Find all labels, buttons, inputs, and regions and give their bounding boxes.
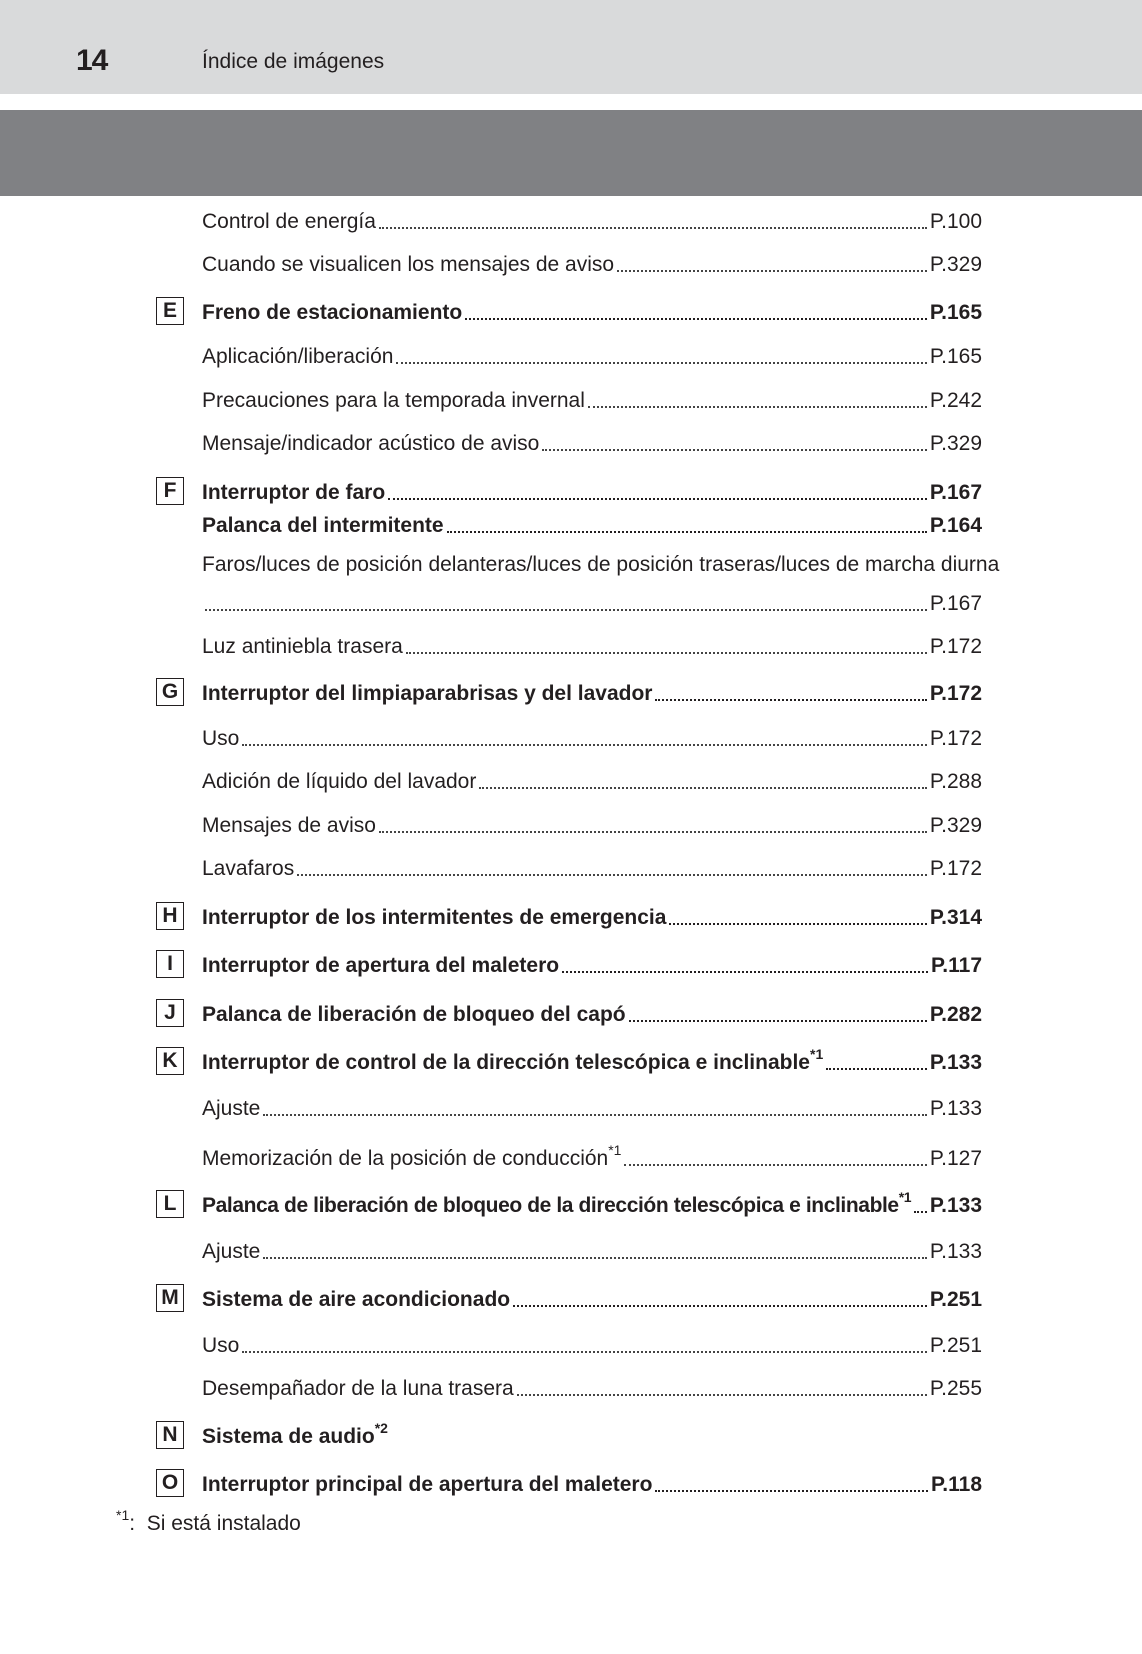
entry-label [202, 1142, 622, 1172]
leader-dots [263, 1257, 926, 1259]
leader-dots [914, 1211, 927, 1213]
entry-label: Aplicación/liberación [202, 345, 394, 368]
entry-page: P.282 [929, 1003, 982, 1026]
entry-label-text: Interruptor de control de la dirección telescópica e inclinable [202, 1051, 810, 1074]
entry-label: Control de energía [202, 210, 376, 233]
letter-badge: I [156, 950, 184, 978]
index-entry-main [202, 897, 982, 931]
entry-label: Ajuste [202, 1097, 261, 1120]
entry-page: P.118 [930, 1473, 982, 1496]
section-band [0, 110, 1142, 196]
leader-dots [513, 1305, 927, 1307]
entry-page: P.172 [929, 682, 982, 705]
letter-badge: F [156, 477, 184, 505]
footnote-marker: *1 [116, 1507, 130, 1523]
entry-label: Interruptor del limpiaparabrisas y del lavador [202, 682, 653, 705]
entry-label-text: Palanca de liberación de bloqueo de la dirección telescópica e inclinable [202, 1194, 899, 1217]
footnote-text: Si está instalado [146, 1512, 301, 1535]
letter-badge: J [156, 999, 184, 1027]
entry-label: Mensajes de aviso [202, 814, 376, 837]
entry-page: P.242 [929, 389, 982, 412]
leader-dots [542, 449, 926, 451]
entry-page: P.127 [929, 1147, 982, 1170]
entry-page: P.165 [929, 345, 982, 368]
index-entry [202, 1088, 982, 1122]
entry-page: P.172 [929, 727, 982, 750]
header-title: Índice de imágenes [202, 50, 385, 73]
footnote [116, 1507, 301, 1536]
leader-dots [588, 406, 927, 408]
entry-label: Faros/luces de posición delanteras/luces de posición traseras/luces de marcha diurna [202, 553, 1000, 576]
footnote-marker: *1 [898, 1189, 912, 1205]
letter-badge: K [156, 1047, 184, 1075]
entry-label: Sistema de aire acondicionado [202, 1288, 511, 1311]
leader-dots [205, 609, 927, 611]
entry-label: Interruptor de los intermitentes de emergencia [202, 906, 667, 929]
entry-label: Uso [202, 1334, 240, 1357]
entry-label: Luz antiniebla trasera [202, 635, 403, 658]
leader-dots [669, 923, 926, 925]
entry-page: P.172 [929, 635, 982, 658]
entry-page: P.164 [929, 514, 982, 537]
leader-dots [263, 1114, 926, 1116]
index-entry [202, 1368, 982, 1402]
entry-page: P.133 [929, 1194, 982, 1217]
entry-page: P.329 [929, 253, 982, 276]
entry-page: P.172 [929, 857, 982, 880]
page-header [0, 0, 1142, 94]
letter-badge: G [156, 678, 184, 706]
leader-dots [562, 971, 928, 973]
index-entry [202, 1231, 982, 1265]
entry-page: P.133 [929, 1097, 982, 1120]
index-entry [202, 583, 982, 617]
index-entry-main [202, 1279, 982, 1313]
leader-dots [242, 1351, 926, 1353]
index-entry-main [202, 472, 982, 506]
footnote-separator: : [129, 1512, 136, 1535]
index-entry [202, 244, 982, 278]
index-entry [202, 718, 982, 752]
index-entry-main [202, 1042, 982, 1076]
entry-label: Cuando se visualicen los mensajes de aviso [202, 253, 615, 276]
footnote-marker: *1 [810, 1046, 824, 1062]
entry-page: P.255 [929, 1377, 982, 1400]
index-entry-main [202, 292, 982, 326]
leader-dots [629, 1020, 927, 1022]
leader-dots [379, 227, 927, 229]
index-entry-main [202, 994, 982, 1028]
entry-label-text: Memorización de la posición de conducción [202, 1147, 609, 1170]
letter-badge: N [156, 1421, 184, 1449]
entry-label: Interruptor de faro [202, 481, 386, 504]
entry-label: Interruptor principal de apertura del maletero [202, 1473, 653, 1496]
footnote-marker: *1 [608, 1142, 622, 1158]
leader-dots [624, 1164, 926, 1166]
entry-label: Mensaje/indicador acústico de aviso [202, 432, 540, 455]
entry-page: P.288 [929, 770, 982, 793]
entry-label: Precauciones para la temporada invernal [202, 389, 585, 412]
footnote-marker: *2 [374, 1420, 388, 1436]
index-entry [202, 201, 982, 235]
entry-label: Uso [202, 727, 240, 750]
entry-label: Palanca de liberación de bloqueo del capó [202, 1003, 626, 1026]
leader-dots [242, 744, 926, 746]
leader-dots [406, 652, 927, 654]
leader-dots [479, 787, 926, 789]
entry-page: P.167 [929, 481, 982, 504]
index-entry-main [202, 945, 982, 979]
leader-dots [655, 699, 926, 701]
leader-dots [379, 831, 927, 833]
index-entry-main [202, 1464, 982, 1498]
entry-label [202, 1189, 912, 1219]
entry-page: P.133 [929, 1051, 982, 1074]
entry-page: P.165 [929, 301, 982, 324]
leader-dots [297, 874, 927, 876]
entry-page: P.133 [929, 1240, 982, 1263]
entry-page: P.167 [929, 592, 982, 615]
entry-page: P.251 [929, 1334, 982, 1357]
entry-page: P.329 [929, 814, 982, 837]
entry-label [202, 1046, 824, 1076]
letter-badge: O [156, 1469, 184, 1497]
page-number: 14 [76, 44, 108, 77]
index-entry [202, 336, 982, 370]
leader-dots [465, 318, 927, 320]
letter-badge: E [156, 297, 184, 325]
entry-page: P.117 [930, 954, 982, 977]
index-entry [202, 761, 982, 795]
entry-page: P.329 [929, 432, 982, 455]
entry-label: Freno de estacionamiento [202, 301, 463, 324]
index-entry [202, 848, 982, 882]
leader-dots [447, 531, 927, 533]
index-entry [202, 1325, 982, 1359]
entry-label: Desempañador de la luna trasera [202, 1377, 514, 1400]
entry-label [202, 1420, 388, 1450]
index-entry-main [202, 1185, 982, 1219]
leader-dots [617, 270, 927, 272]
index-entry [202, 423, 982, 457]
entry-label: Palanca del intermitente [202, 514, 444, 537]
leader-dots [396, 362, 926, 364]
entry-page: P.251 [929, 1288, 982, 1311]
index-entry-main [202, 1416, 982, 1450]
index-entry [202, 805, 982, 839]
index-entry-main [202, 673, 982, 707]
index-entry [202, 1138, 982, 1172]
leader-dots [826, 1068, 927, 1070]
entry-label: Ajuste [202, 1240, 261, 1263]
entry-label-text: Sistema de audio [202, 1425, 375, 1448]
entry-label: Interruptor de apertura del maletero [202, 954, 560, 977]
entry-page: P.100 [929, 210, 982, 233]
entry-page: P.314 [929, 906, 982, 929]
letter-badge: M [156, 1284, 184, 1312]
index-entry [202, 626, 982, 660]
leader-dots [517, 1394, 927, 1396]
leader-dots [655, 1490, 928, 1492]
letter-badge: H [156, 902, 184, 930]
index-entry-main [202, 505, 982, 539]
index-entry [202, 380, 982, 414]
entry-label: Adición de líquido del lavador [202, 770, 477, 793]
letter-badge: L [156, 1190, 184, 1218]
entry-label: Lavafaros [202, 857, 295, 880]
leader-dots [388, 498, 927, 500]
